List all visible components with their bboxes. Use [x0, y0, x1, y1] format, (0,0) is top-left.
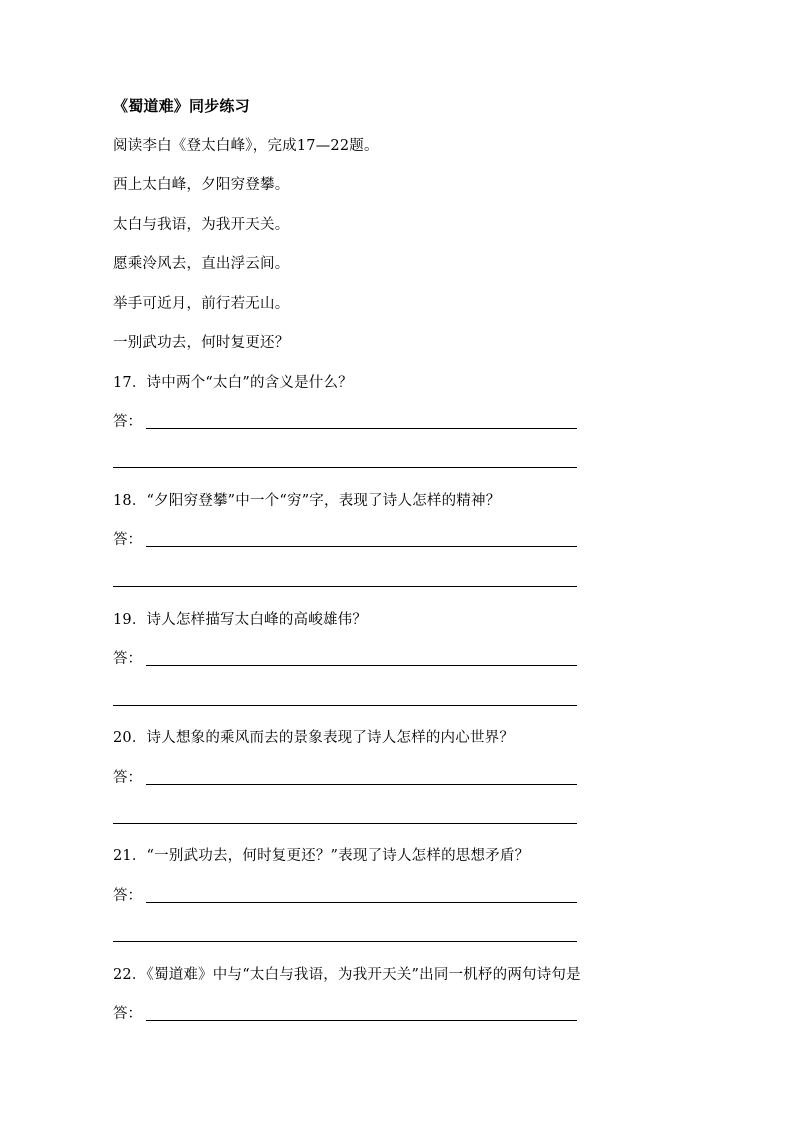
answer-line-19a[interactable]: [146, 665, 577, 666]
answer-line-20b[interactable]: [113, 823, 577, 824]
page-title: 《蜀道难》同步练习: [113, 97, 250, 115]
question-19: 19．诗人怎样描写太白峰的高峻雄伟？: [113, 612, 368, 628]
answer-label-19: 答：: [113, 651, 142, 667]
question-20: 20．诗人想象的乘风而去的景象表现了诗人怎样的内心世界？: [113, 730, 515, 746]
instructions: 阅读李白《登太白峰》，完成17—22题。: [113, 138, 379, 154]
answer-label-18: 答：: [113, 532, 142, 548]
question-18: 18．“夕阳穷登攀”中一个“穷”字，表现了诗人怎样的精神？: [113, 493, 501, 509]
answer-line-20a[interactable]: [146, 784, 577, 785]
answer-line-21b[interactable]: [113, 941, 577, 942]
poem-line-4: 举手可近月，前行若无山。: [113, 296, 290, 312]
answer-label-22: 答：: [113, 1006, 142, 1022]
poem-line-5: 一别武功去，何时复更还？: [113, 335, 290, 351]
question-21: 21．“一别武功去，何时复更还？”表现了诗人怎样的思想矛盾？: [113, 848, 530, 864]
answer-line-21a[interactable]: [146, 902, 577, 903]
poem-line-1: 西上太白峰，夕阳穷登攀。: [113, 177, 290, 193]
answer-line-17a[interactable]: [146, 428, 577, 429]
answer-line-18b[interactable]: [113, 586, 577, 587]
answer-line-18a[interactable]: [146, 546, 577, 547]
answer-line-22a[interactable]: [146, 1020, 577, 1021]
answer-label-20: 答：: [113, 770, 142, 786]
answer-line-19b[interactable]: [113, 705, 577, 706]
poem-line-2: 太白与我语，为我开天关。: [113, 217, 290, 233]
answer-line-17b[interactable]: [113, 467, 577, 468]
question-17: 17．诗中两个“太白”的含义是什么？: [113, 375, 353, 391]
answer-label-17: 答：: [113, 414, 142, 430]
answer-label-21: 答：: [113, 888, 142, 904]
question-22: 22．《蜀道难》中与“太白与我语，为我开天关”出同一机杼的两句诗句是: [113, 967, 581, 983]
poem-line-3: 愿乘泠风去，直出浮云间。: [113, 256, 290, 272]
